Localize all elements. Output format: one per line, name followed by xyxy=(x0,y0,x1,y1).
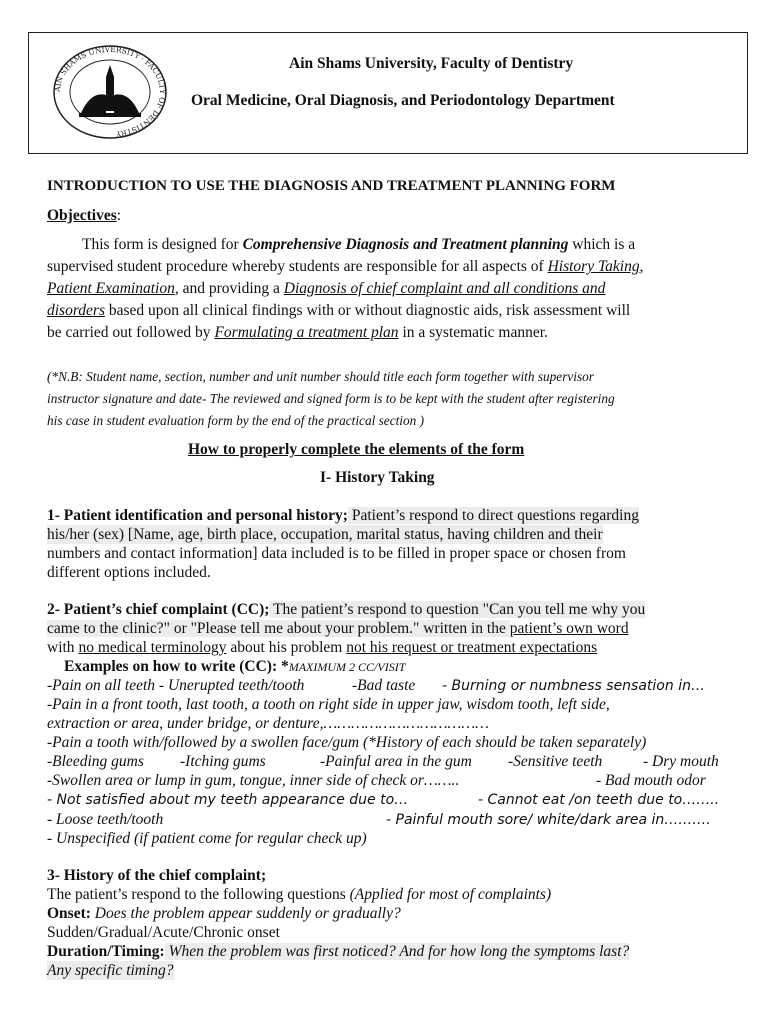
section-heading: I- History Taking xyxy=(320,469,435,486)
university-seal-logo xyxy=(51,43,169,141)
note-line-2: instructor signature and date- The reviewed and signed form is to be kept with the student after registering xyxy=(47,391,615,406)
s1-line-1: 1- Patient identification and personal history; Patient’s respond to direct questions regarding xyxy=(47,507,639,524)
example-row-5e: - Dry mouth xyxy=(643,753,719,770)
s3-line-1: The patient’s respond to the following questions (Applied for most of complaints) xyxy=(47,886,552,903)
intro-line-2: supervised student procedure whereby students are responsible for all aspects of History Taking, xyxy=(47,258,644,275)
examples-heading: Examples on how to write (CC): *MAXIMUM 2 CC/VISIT xyxy=(64,658,406,675)
s2-line-2: came to the clinic?" or "Please tell me about your problem." written in the patient’s own word xyxy=(47,620,629,637)
example-row-3: extraction or area, under bridge, or denture,……………………………… xyxy=(47,715,489,732)
example-row-6b: - Bad mouth odor xyxy=(596,772,706,789)
example-row-5c: -Painful area in the gum xyxy=(320,753,472,770)
example-row-1c: - Burning or numbness sensation in… xyxy=(442,678,705,694)
example-row-8a: - Loose teeth/tooth xyxy=(47,811,164,828)
s1-line-3: numbers and contact information] data included is to be filled in proper space or chosen from xyxy=(47,545,626,562)
example-row-1a: -Pain on all teeth - Unerupted teeth/tooth xyxy=(47,677,305,694)
s2-line-1: 2- Patient’s chief complaint (CC); The patient’s respond to question "Can you tell me why you xyxy=(47,601,646,618)
note-line-3: his case in student evaluation form by the end of the practical section ) xyxy=(47,413,425,428)
note-line-1: (*N.B: Student name, section, number and unit number should title each form together with supervisor xyxy=(47,369,594,384)
example-row-1b: -Bad taste xyxy=(352,677,416,694)
example-row-5b: -Itching gums xyxy=(180,753,266,770)
example-row-5d: -Sensitive teeth xyxy=(508,753,603,770)
page-title: INTRODUCTION TO USE THE DIAGNOSIS AND TREATMENT PLANNING FORM xyxy=(47,178,616,194)
s1-line-4: different options included. xyxy=(47,564,211,581)
objectives-heading: Objectives: xyxy=(47,207,122,224)
intro-line-1: This form is designed for Comprehensive Diagnosis and Treatment planning which is a xyxy=(82,236,636,253)
intro-line-3: Patient Examination, and providing a Diagnosis of chief complaint and all conditions and xyxy=(47,280,606,297)
onset-line: Onset: Does the problem appear suddenly or gradually? xyxy=(47,905,401,922)
onset-options: Sudden/Gradual/Acute/Chronic onset xyxy=(47,924,280,941)
department-name: Oral Medicine, Oral Diagnosis, and Periodontology Department xyxy=(191,92,615,109)
example-row-5a: -Bleeding gums xyxy=(47,753,144,770)
example-row-2: -Pain in a front tooth, last tooth, a tooth on right side in upper jaw, wisdom tooth, left side, xyxy=(47,696,610,713)
intro-line-4: disorders based upon all clinical findings with or without diagnostic aids, risk assessment will xyxy=(47,302,631,319)
s1-line-2: his/her (sex) [Name, age, birth place, occupation, marital status, having children and their xyxy=(47,526,603,543)
example-row-7a: - Not satisfied about my teeth appearance due to… xyxy=(47,792,409,808)
intro-line-5: be carried out followed by Formulating a treatment plan in a systematic manner. xyxy=(47,324,548,341)
duration-line-1: Duration/Timing: When the problem was first noticed? And for how long the symptoms last? xyxy=(47,943,630,960)
university-name: Ain Shams University, Faculty of Dentistry xyxy=(289,55,574,72)
example-row-8b: - Painful mouth sore/ white/dark area in………. xyxy=(386,812,711,828)
example-row-7b: - Cannot eat /on teeth due to…….. xyxy=(478,792,720,808)
s3-heading: 3- History of the chief complaint; xyxy=(47,867,267,884)
duration-line-2: Any specific timing? xyxy=(47,962,174,979)
example-row-6a: -Swollen area or lump in gum, tongue, inner side of check or…….. xyxy=(47,772,460,789)
example-row-4: -Pain a tooth with/followed by a swollen face/gum (*History of each should be taken separately) xyxy=(47,734,647,751)
svg-text:AIN SHAMS UNIVERSITY · FACULTY: AIN SHAMS UNIVERSITY · FACULTY OF DENTISTRY xyxy=(52,44,168,139)
example-row-9: - Unspecified (if patient come for regular check up) xyxy=(47,830,367,847)
s2-line-3: with no medical terminology about his problem not his request or treatment expectations xyxy=(47,639,598,656)
how-to-heading: How to properly complete the elements of the form xyxy=(188,441,525,458)
header-box xyxy=(28,32,748,154)
